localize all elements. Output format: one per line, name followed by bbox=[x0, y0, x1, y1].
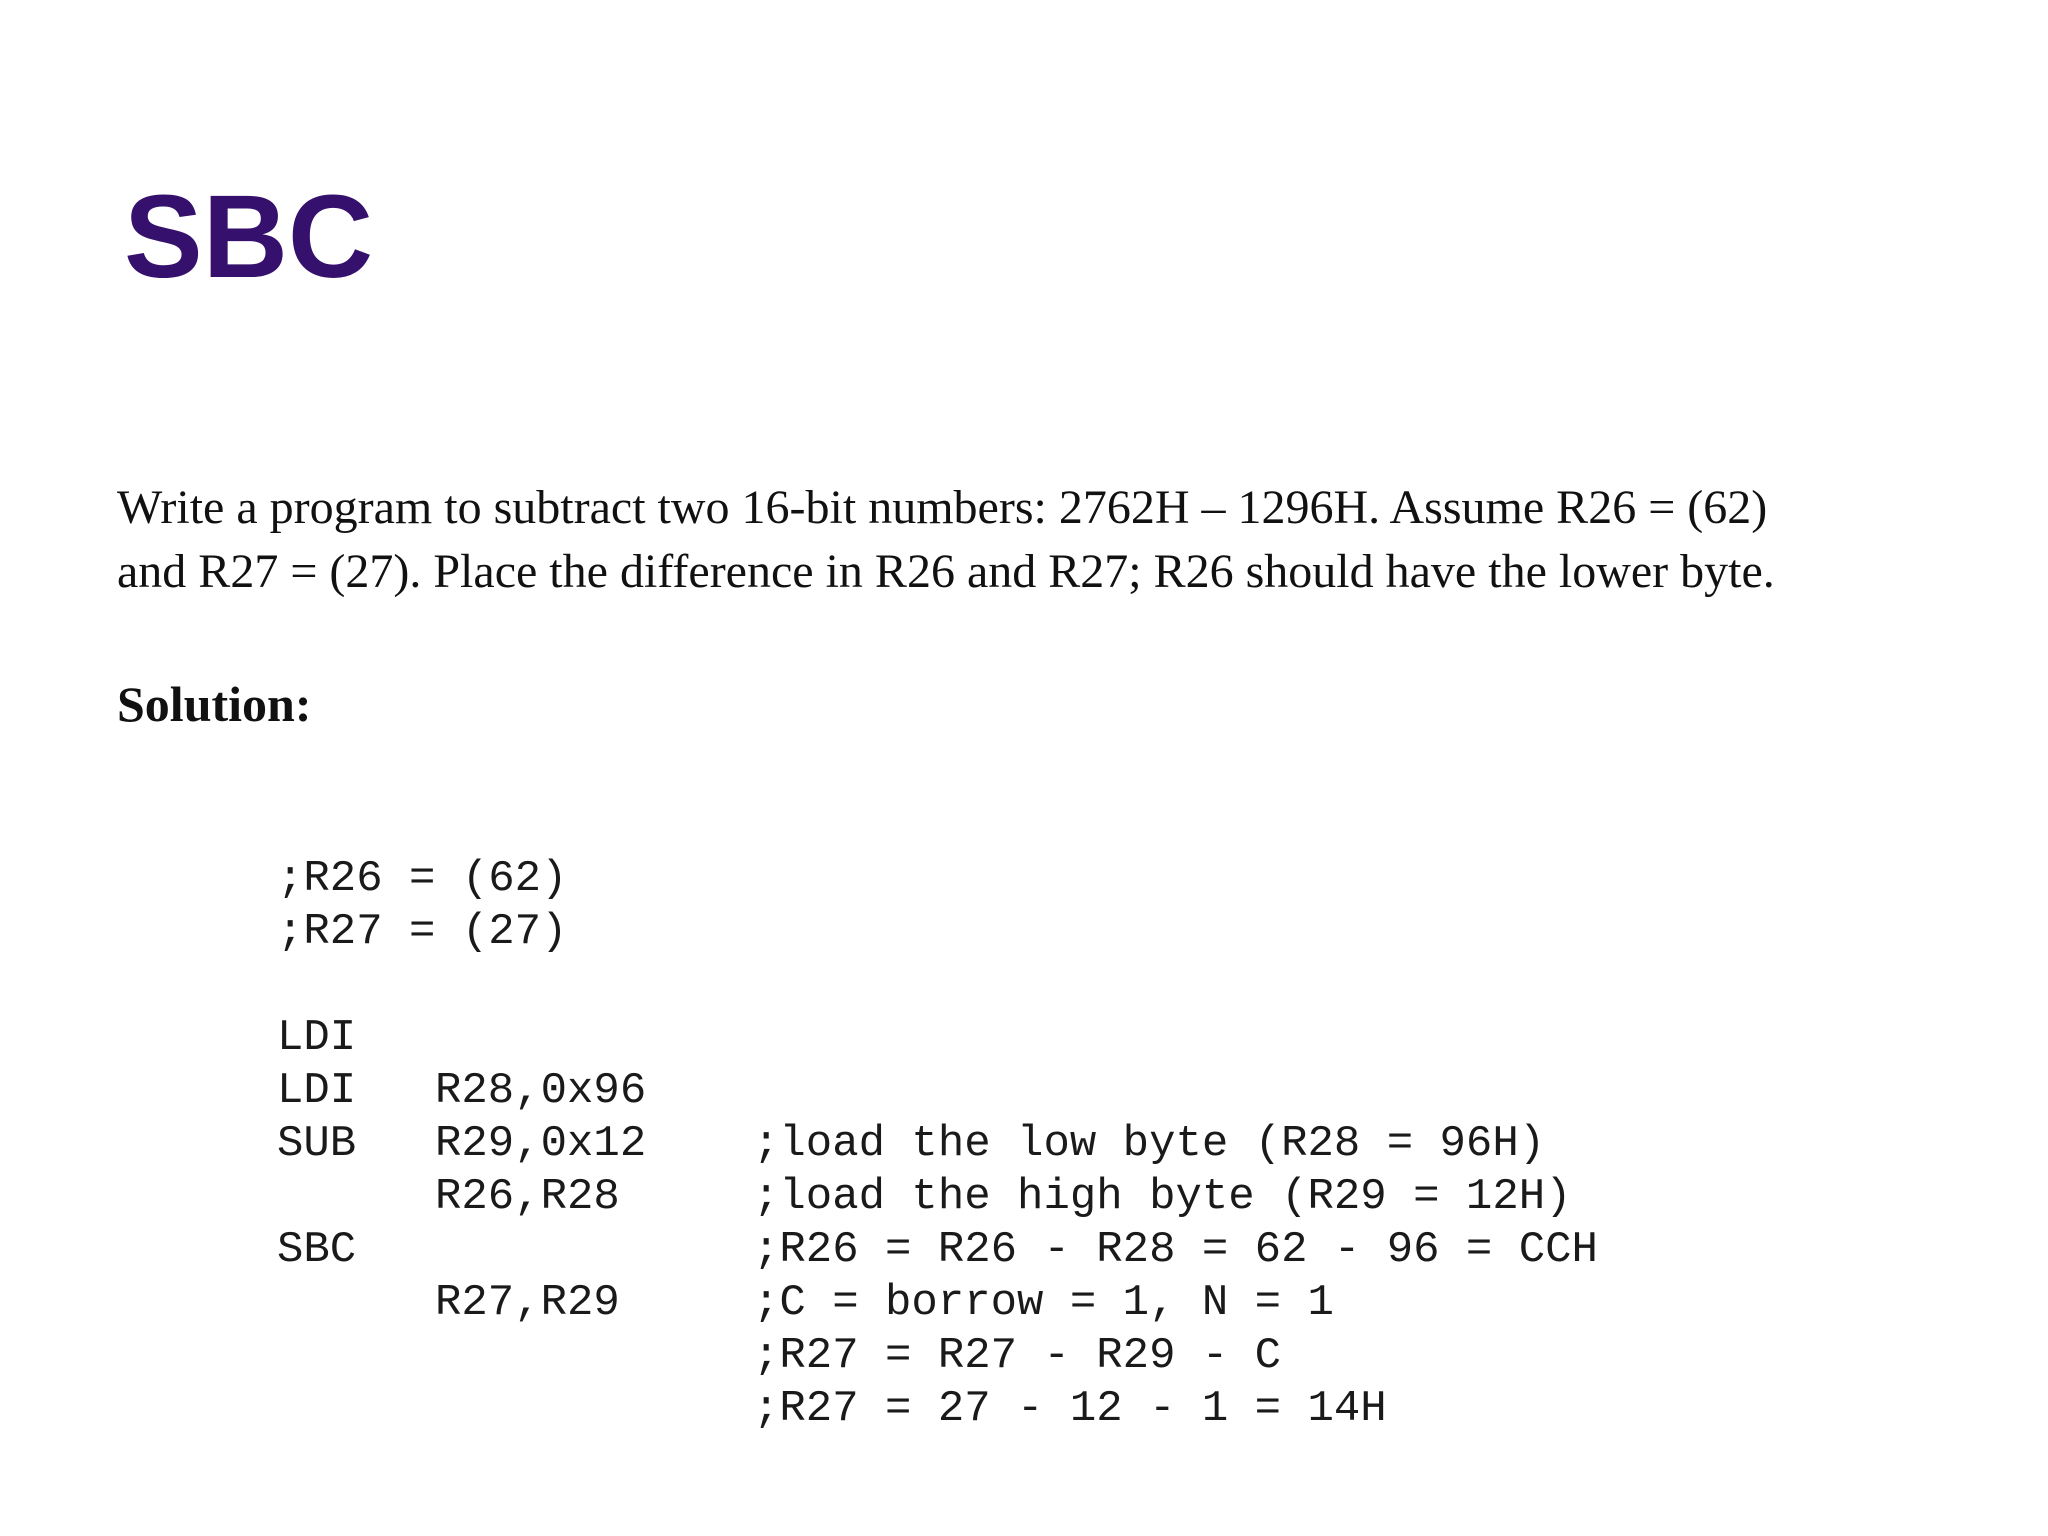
code-comment: ;load the high byte (R29 = 12H) bbox=[753, 1172, 1572, 1222]
slide-title: SBC bbox=[124, 171, 374, 303]
code-header-comment: ;R26 = (62) bbox=[277, 854, 568, 904]
code-mnemonic: LDI bbox=[277, 1066, 357, 1116]
code-operands: R28,0x96 bbox=[435, 1066, 647, 1116]
code-header-comment: ;R27 = (27) bbox=[277, 907, 568, 957]
problem-statement bbox=[117, 476, 1997, 604]
code-mnemonic: LDI bbox=[277, 1013, 357, 1063]
code-operands: R29,0x12 bbox=[435, 1119, 647, 1169]
code-comment: ;R26 = R26 - R28 = 62 - 96 = CCH bbox=[753, 1225, 1598, 1275]
problem-line: Write a program to subtract two 16-bit numbers: 2762H – 1296H. Assume R26 = (62) bbox=[117, 481, 1768, 534]
code-comment: ;C = borrow = 1, N = 1 bbox=[753, 1278, 1334, 1328]
code-header-line bbox=[277, 800, 568, 904]
code-comment: ;R27 = R27 - R29 - C bbox=[753, 1331, 1282, 1381]
code-comment: ;R27 = 27 - 12 - 1 = 14H bbox=[753, 1384, 1387, 1434]
code-listing bbox=[277, 800, 1598, 1434]
code-mnemonic: SUB bbox=[277, 1119, 357, 1169]
code-mnemonic: SBC bbox=[277, 1225, 357, 1275]
code-operands: R26,R28 bbox=[435, 1172, 620, 1222]
solution-label: Solution: bbox=[117, 676, 312, 732]
problem-line: and R27 = (27). Place the difference in R26 and R27; R26 should have the lower byte. bbox=[117, 545, 1775, 598]
code-operands: R27,R29 bbox=[435, 1278, 620, 1328]
code-comment: ;load the low byte (R28 = 96H) bbox=[753, 1119, 1546, 1169]
